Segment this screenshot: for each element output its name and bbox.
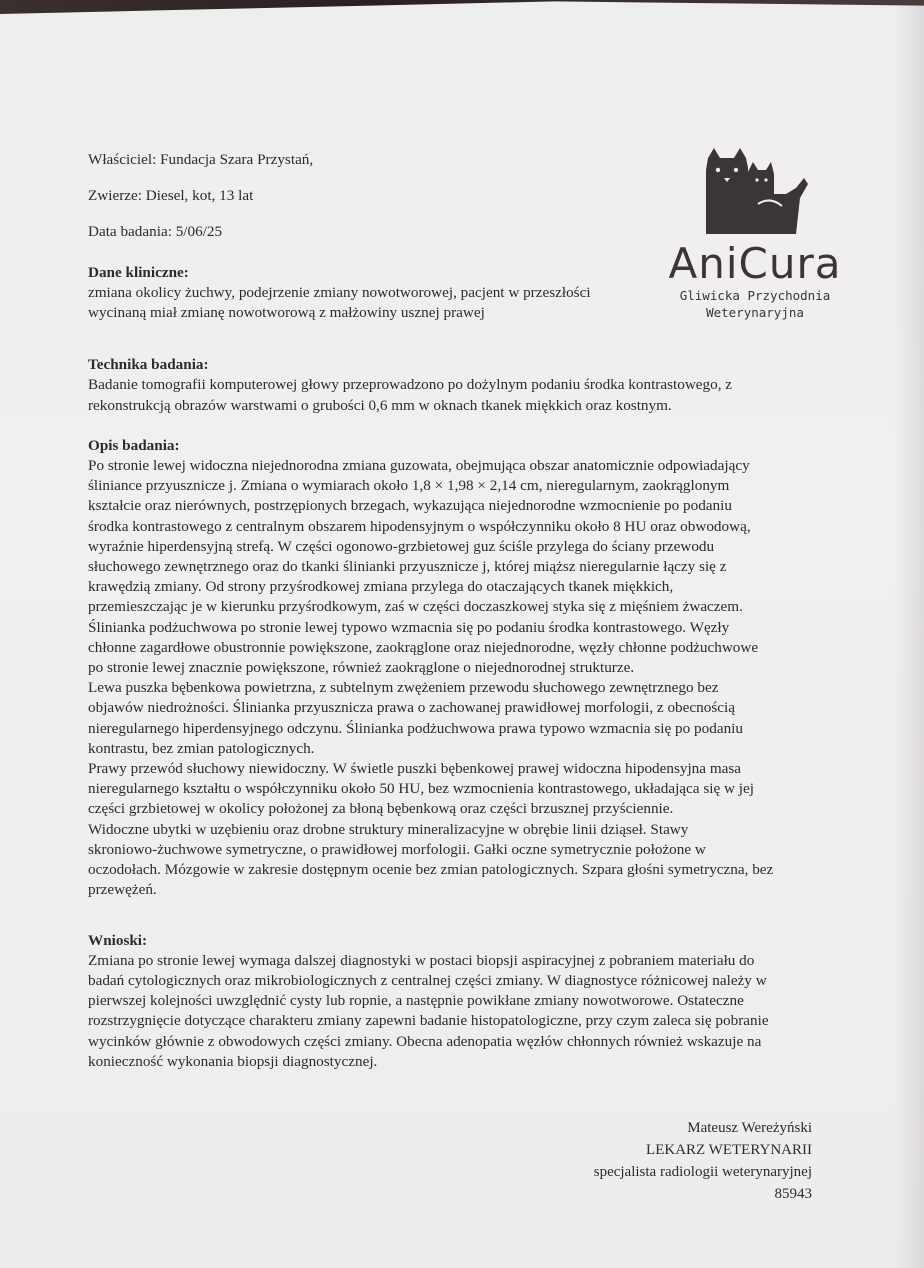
- background-edge: [0, 0, 924, 14]
- description-section: [88, 436, 788, 901]
- clinical-line: zmiana okolicy żuchwy, podejrzenie zmiany nowotworowej, pacjent w przeszłości: [88, 283, 591, 301]
- description-line: Ślinianka podżuchwowa po stronie lewej typowo wzmacnia się po podaniu środka kontrastowego. Węzły: [88, 618, 730, 636]
- technique-line: Badanie tomografii komputerowej głowy przeprowadzono po dożylnym podaniu środka kontrastowego, z: [88, 376, 733, 394]
- exam-date-line: Data badania: 5/06/25: [88, 223, 223, 241]
- description-line: chłonne zagardłowe obustronnie powiększone, zaokrąglone oraz niejednorodne, węzły chłonne podżuchwowe: [88, 638, 759, 656]
- doctor-title: LEKARZ WETERYNARII: [646, 1142, 812, 1158]
- report-body: [88, 150, 788, 1072]
- doctor-number: 85943: [774, 1186, 812, 1202]
- section-title: Opis badania:: [88, 436, 180, 454]
- description-line: środka kontrastowego z centralnym obszarem hipodensyjnym o współczynniku około 8 HU oraz obwodową,: [88, 517, 751, 535]
- signature-block: [594, 1117, 812, 1205]
- clinic-name-line1: Gliwicka Przychodnia: [679, 288, 831, 303]
- description-line: przemieszczając je w kierunku przyśrodkowym, zaś w części doczaszkowej styka się z mięśniem żwaczem.: [88, 598, 743, 616]
- description-line: skroniowo-żuchwowe symetryczne, o prawidłowej morfologii. Gałki oczne symetrycznie położone w: [88, 840, 706, 858]
- description-line: Widoczne ubytki w uzębieniu oraz drobne struktury mineralizacyjne w obrębie linii dziąseł. Stawy: [88, 820, 689, 838]
- description-line: Prawy przewód słuchowy niewidoczny. W świetle puszki bębenkowej prawej widoczna hipodensyjna masa: [88, 760, 742, 778]
- page-shadow: [894, 0, 924, 1268]
- section-title: Dane kliniczne:: [88, 263, 189, 281]
- description-line: krawędzią zmiany. Od strony przyśrodkowej zmiana przylega do otaczających tkanek miękkich,: [88, 578, 674, 596]
- conclusion-line: Zmiana po stronie lewej wymaga dalszej diagnostyki w postaci biopsji aspiracyjnej z pobraniem materiału do: [88, 951, 755, 969]
- conclusion-line: pierwszej kolejności uwzględnić cysty lub ropnie, a następnie powikłane zmiany nowotworowe. Ostateczne: [88, 992, 744, 1010]
- description-line: kontrastu, bez zmian patologicznych.: [88, 739, 315, 757]
- description-line: kształcie oraz nierównych, postrzępionych brzegach, wykazująca niejednorodne wzmocnienie po podaniu: [88, 497, 732, 515]
- description-line: objawów niedrożności. Ślinianka przyusznicza prawa o zachowanej prawidłowej morfologii, z obecnością: [88, 699, 735, 717]
- clinical-line: wycinaną miał zmianę nowotworową z małżowiny usznej prawej: [88, 304, 485, 322]
- conclusion-line: wycinków głównie z obwodowych części zmiany. Obecna adenopatia węzłów chłonnych również wskazuje na: [88, 1032, 762, 1050]
- animal-line: Zwierze: Diesel, kot, 13 lat: [88, 187, 254, 205]
- section-title: Technika badania:: [88, 356, 209, 374]
- description-line: przewężeń.: [88, 881, 157, 899]
- technique-line: rekonstrukcją obrazów warstwami o grubości 0,6 mm w oknach tkanek miękkich oraz kostnym.: [88, 396, 672, 414]
- description-line: Lewa puszka bębenkowa powietrzna, z subtelnym zwężeniem przewodu słuchowego zewnętrznego bez: [88, 679, 719, 697]
- conclusion-line: rozstrzygnięcie dotyczące charakteru zmiany zapewni badanie histopatologiczne, przy czym zaleca się pobranie: [88, 1012, 769, 1030]
- description-line: nieregularnego kształtu o współczynniku około 50 HU, bez wzmocnienia kontrastowego, układająca się w jej: [88, 780, 754, 798]
- brand-name: AniCura: [668, 239, 842, 288]
- section-title: Wnioski:: [88, 931, 148, 949]
- description-line: części grzbietowej w okolicy położonej za błoną bębenkową oraz części brzusznej przyściennie.: [88, 800, 674, 818]
- description-line: po stronie lewej znacznie powiększone, również zaokrąglone o niejednorodnej strukturze.: [88, 659, 635, 677]
- description-line: nieregularnego hiperdensyjnego odczynu. Ślinianka podżuchwowa prawa typowo wzmacnia się po podaniu: [88, 719, 743, 737]
- technique-section: [88, 355, 788, 416]
- clinical-section: [88, 263, 788, 324]
- owner-line: Właściciel: Fundacja Szara Przystań,: [88, 151, 314, 168]
- description-line: wyraźnie hiperdensyjną strefą. W części ogonowo-grzbietowej guz ściśle przylega do ściany przewodu: [88, 537, 715, 555]
- description-line: śliniance przyusznicze j. Zmiana o wymiarach około 1,8 × 1,98 × 2,14 cm, nieregularnym, zaokrąglonym: [88, 477, 730, 495]
- clinic-name-line2: Weterynaryjna: [706, 305, 804, 320]
- doctor-specialty: specjalista radiologii weterynaryjnej: [593, 1164, 812, 1180]
- description-line: oczodołach. Mózgowie w zakresie dostępnym ocenie bez zmian patologicznych. Szpara głośni symetryczna, bez: [88, 861, 774, 879]
- conclusions-section: [88, 931, 788, 1072]
- description-line: Po stronie lewej widoczna niejednorodna zmiana guzowata, obejmująca obszar anatomicznie odpowiadający: [88, 457, 750, 475]
- description-line: słuchowego zewnętrznego oraz do tkanki ślinianki przyusznicze j, której miąższ nieregularnie łączy się z: [88, 558, 727, 576]
- conclusion-line: badań cytologicznych oraz mikrobiologicznych z centralnej części zmiany. W diagnostyce różnicowej należy w: [88, 971, 767, 989]
- conclusion-line: konieczność wykonania biopsji diagnostycznej.: [88, 1052, 378, 1070]
- doctor-name: Mateusz Wereżyński: [687, 1120, 812, 1136]
